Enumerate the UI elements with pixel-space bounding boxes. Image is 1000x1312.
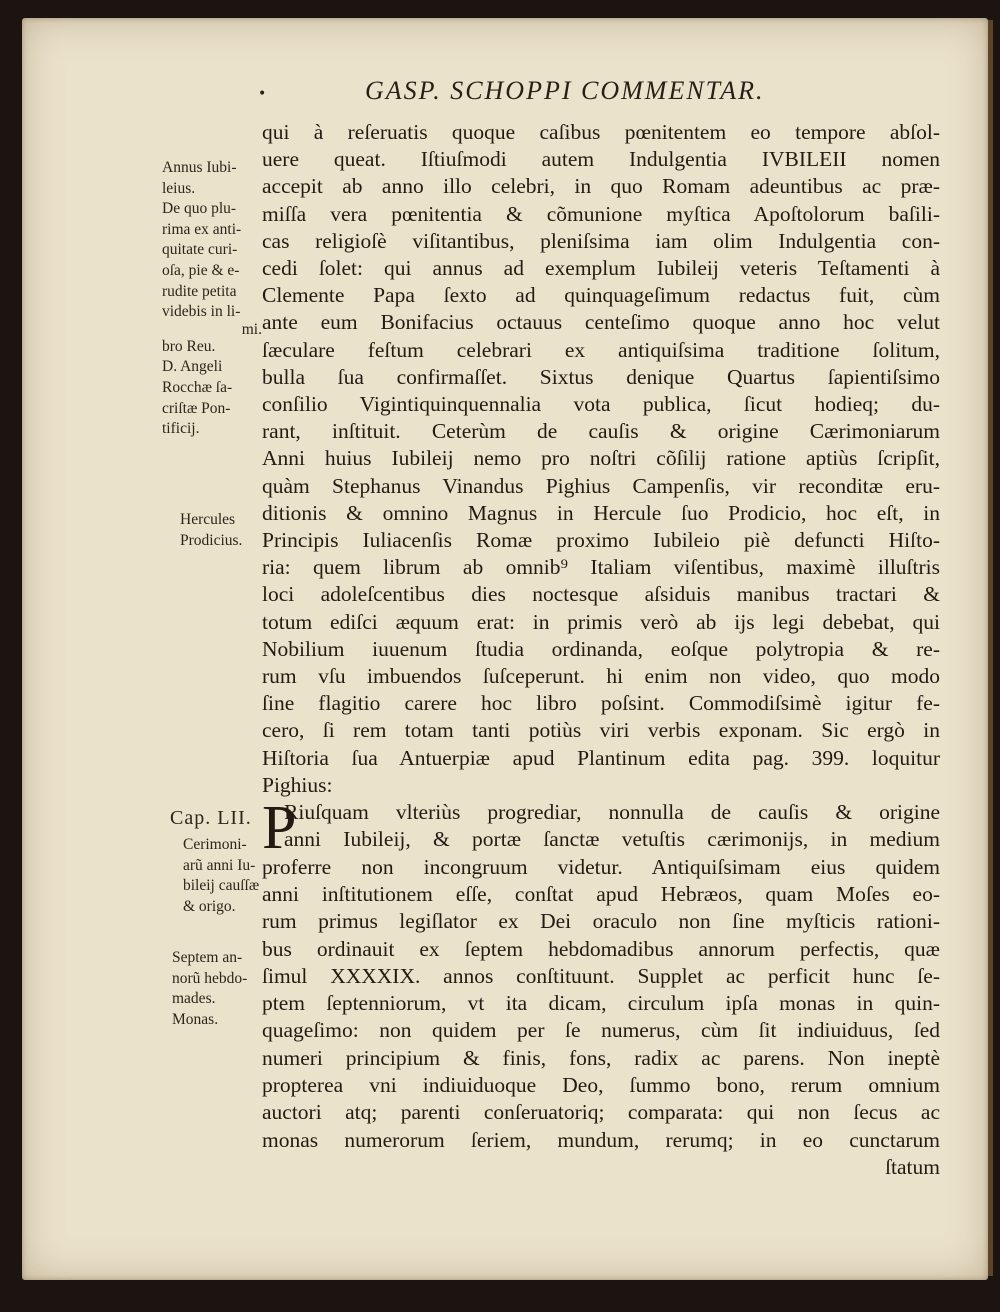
margin-note-line: quitate curi- xyxy=(162,241,238,259)
text-line: ſine flagitio carere hoc libro poſsint. Commodiſsimè igitur fe- xyxy=(262,691,940,716)
text-line: Nobilium iuuenum ſtudia ordinanda, eoſque polytropia & re- xyxy=(262,636,940,661)
margin-note-line: rima ex anti- xyxy=(162,220,242,238)
margin-note-line: norũ hebdo- xyxy=(172,969,248,987)
running-head: GASP. SCHOPPI COMMENTAR. xyxy=(365,76,765,105)
text-line: Clemente Papa ſexto ad quinquageſimum redactus fuit, cùm xyxy=(262,283,940,308)
margin-note-annus-iubileius xyxy=(162,158,262,440)
text-line: anni Iubileij, & portæ ſanctæ vetuſtis cærimonijs, in medium xyxy=(284,827,940,852)
text-line: ſtatum xyxy=(885,1154,940,1179)
margin-note-line: arũ anni Iu- xyxy=(183,856,256,874)
text-line: Riuſquam vlteriùs progrediar, nonnulla de cauſis & origine xyxy=(284,800,940,824)
margin-note-line: Rocchæ ſa- xyxy=(162,378,233,396)
text-line: quageſimo: non quidem per ſe numerus, cùm ſit indiuiduus, ſed xyxy=(262,1018,940,1043)
text-line: monas numerorum ſeriem, mundum, rerumq; in eo cunctarum xyxy=(262,1127,940,1152)
text-line: Pighius: xyxy=(262,772,333,797)
margin-note-chapter xyxy=(170,808,252,829)
margin-note-line: rudite petita xyxy=(162,282,237,300)
margin-note-line: tificij. xyxy=(162,420,200,438)
margin-note-line: oſa, pie & e- xyxy=(162,261,240,279)
margin-note-line: & origo. xyxy=(183,897,236,915)
margin-note-line: mades. xyxy=(172,990,216,1008)
margin-note-line: Hercules xyxy=(180,511,236,528)
text-line: qui à reſeruatis quoque caſibus pœnitentem eo tempore abſol- xyxy=(262,120,940,144)
margin-note-line: mi. xyxy=(241,320,262,338)
text-line: cero, ſi rem totam tanti potiùs viri verbis exponam. Sic ergò in xyxy=(262,718,940,743)
text-line: Principis Iuliacenſis Romæ proximo Iubileio piè defuncti Hiſto- xyxy=(262,528,940,552)
margin-note-line: criſtæ Pon- xyxy=(162,399,231,417)
text-line: cas religioſè viſitantibus, pleniſsima iam olim Indulgentia con- xyxy=(262,228,940,253)
margin-note-line: bileij cauſſæ xyxy=(183,877,260,895)
text-line: ria: quem librum ab omnib⁹ Italiam viſentibus, maximè illuſtris xyxy=(262,555,940,580)
margin-note-line: Septem an- xyxy=(172,949,243,966)
text-line: propterea vni indiuiduoque Deo, ſummo bono, rerum omnium xyxy=(262,1073,940,1097)
text-line: uere queat. Iſtiuſmodi autem Indulgentia IVBILEII nomen xyxy=(262,147,940,172)
text-line: conſilio Vigintiquinquennalia vota publica, ſicut hodieq; du- xyxy=(262,392,940,416)
text-line: quàm Stephanus Vinandus Pighius Campenſis, vir reconditæ eru- xyxy=(262,473,940,498)
margin-note-line: Prodicius. xyxy=(180,531,243,549)
text-line: ſimul XXXXIX. annos conſtituunt. Supplet ac perficit hunc ſe- xyxy=(262,963,940,988)
margin-note-line: De quo plu- xyxy=(162,200,237,218)
text-line: numeri principium & finis, fons, radix ac parens. Non ineptè xyxy=(262,1045,940,1070)
margin-note-cerimonie xyxy=(183,835,259,917)
text-line: rant, inſtituit. Ceterùm de cauſis & origine Cærimoniarum xyxy=(262,419,940,444)
text-line: ſæculare feſtum celebrari ex antiquiſsima traditione ſolitum, xyxy=(262,337,940,362)
text-line: proferre non incongruum videtur. Antiquiſsimam eius quidem xyxy=(262,854,940,879)
text-line: rum primus legiſlator ex Dei oraculo non ſine myſticis rationi- xyxy=(262,909,940,934)
text-line: loci adoleſcentibus dies noctesque aſsiduis manibus tractari & xyxy=(262,582,940,607)
text-line: Hiſtoria ſua Antuerpiæ apud Plantinum edita pag. 399. loquitur xyxy=(262,745,940,770)
text-line: ditionis & omnino Magnus in Hercule ſuo Prodicio, hoc eſt, in xyxy=(262,500,940,525)
text-line: auctori atq; parenti conſeruatoriq; comparata: qui non ſecus ac xyxy=(262,1100,940,1125)
text-line: anni inſtitutionem eſſe, conſtat apud Hebræos, quam Moſes eo- xyxy=(262,881,940,906)
margin-note-line: Monas. xyxy=(172,1010,219,1028)
margin-note-line: bro Reu. xyxy=(162,337,216,355)
margin-note-line: Cap. LII. xyxy=(170,807,252,829)
text-line: ptem ſeptenniorum, vt ita dicam, circulum ipſa monas in quin- xyxy=(262,991,940,1016)
margin-note-septem-annorum xyxy=(172,948,247,1030)
drop-cap: P xyxy=(262,794,297,862)
margin-note-line: D. Angeli xyxy=(162,358,223,376)
text-line: Anni huius Iubileij nemo pro noſtri cõſilij ratione aptiùs ſcripſit, xyxy=(262,446,940,471)
text-line: accepit ab anno illo celebri, in quo Romam adeuntibus ac præ- xyxy=(262,174,940,199)
text-line: totum ediſci æquum erat: in primis verò ab ijs legi debebat, qui xyxy=(262,609,940,634)
text-line: bus ordinauit ex ſeptem hebdomadibus annorum perfectis, quæ xyxy=(262,936,940,961)
margin-note-line: Cerimoni- xyxy=(183,836,247,853)
margin-note-line: Annus Iubi- xyxy=(162,159,237,176)
margin-note-line: leius. xyxy=(162,179,196,197)
text-line: bulla ſua confirmaſſet. Sixtus denique Quartus ſapientiſsimo xyxy=(262,364,940,389)
text-line: rum vſu imbuendos ſuſceperunt. hi enim non video, quo modo xyxy=(262,664,940,688)
margin-note-hercules-prodicius xyxy=(180,510,242,551)
text-line: ante eum Bonifacius octauus centeſimo quoque anno hoc velut xyxy=(262,310,940,335)
margin-note-line: videbis in li- xyxy=(162,303,241,321)
head-mark: • xyxy=(258,86,267,102)
text-line: miſſa vera pœnitentia & cõmunione myſtica Apoſtolorum baſili- xyxy=(262,201,940,226)
text-line: cedi ſolet: qui annus ad exemplum Iubileij veteris Teſtamenti à xyxy=(262,256,940,280)
